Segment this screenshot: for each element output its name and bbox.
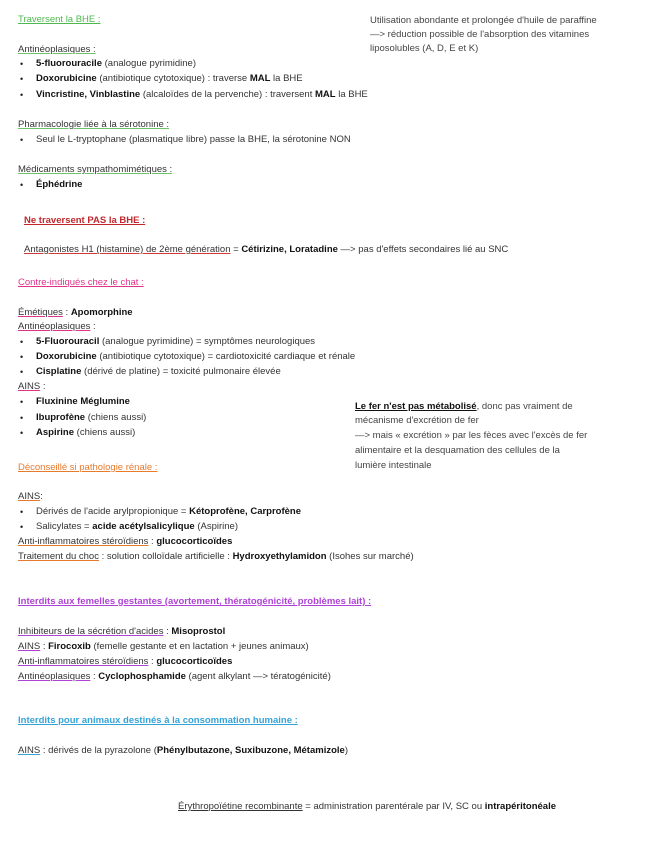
list-item: • Fluxinine Méglumine [20, 396, 130, 407]
iron-note-line: lumière intestinale [355, 460, 432, 471]
serotonin-label: Pharmacologie liée à la sérotonine : [18, 119, 170, 130]
ains-label: AINS : [18, 381, 46, 392]
no-bhe-line: Antagonistes H1 (histamine) de 2ème génération = Cétirizine, Loratadine —> pas d'effets secondaires lié au SNC [24, 244, 509, 255]
list-item: • 5-Fluorouracil (analogue pyrimidine) = symptômes neurologiques [20, 336, 316, 347]
section-title-pregnant: Interdits aux femelles gestantes (avortement, thératogénicité, problèmes lait) : [18, 596, 372, 607]
list-item: • Salicylates = acide acétylsalicylique (Aspirine) [20, 521, 238, 532]
list-item: • Aspirine (chiens aussi) [20, 427, 136, 438]
iron-note-line: —> mais « excrétion » par les fèces avec l'excès de fer [355, 430, 588, 441]
list-item: • Vincristine, Vinblastine (alcaloïdes de la pervenche) : traversent MAL la BHE [20, 89, 368, 100]
section-title-bhe: Traversent la BHE : [18, 14, 101, 25]
emetiques-line: Émétiques : Apomorphine [18, 307, 133, 318]
section-title-food: Interdits pour animaux destinés à la consommation humaine : [18, 715, 298, 726]
list-item: • Dérivés de l'acide arylpropionique = Kétoprofène, Carprofène [20, 506, 302, 517]
paraffin-note-line: Utilisation abondante et prolongée d'huile de paraffine [370, 15, 597, 26]
list-item: • Doxorubicine (antibiotique cytotoxique) : traverse MAL la BHE [20, 73, 303, 84]
list-item: • Seul le L-tryptophane (plasmatique libre) passe la BHE, la sérotonine NON [20, 134, 351, 145]
pregnant-row: Anti-inflammatoires stéroïdiens : glucocorticoïdes [18, 656, 233, 667]
epo-line: Érythropoïétine recombinante = administration parentérale par IV, SC ou intrapéritonéale [178, 801, 557, 812]
antineo-label: Antinéoplasiques : [18, 321, 96, 332]
antineo-label: Antinéoplasiques : [18, 44, 96, 55]
paraffin-note-line: liposolubles (A, D, E et K) [370, 43, 479, 54]
list-item: • Cisplatine (dérivé de platine) = toxicité pulmonaire élevée [20, 366, 281, 377]
section-title-no-bhe: Ne traversent PAS la BHE : [24, 215, 146, 226]
pregnant-row: AINS : Firocoxib (femelle gestante et en lactation + jeunes animaux) [18, 641, 309, 652]
list-item: • Ibuprofène (chiens aussi) [20, 412, 147, 423]
pregnant-row: Antinéoplasiques : Cyclophosphamide (agent alkylant —> tératogénicité) [18, 671, 331, 682]
iron-note-line: mécanisme d'excrétion de fer [355, 415, 479, 426]
iron-note-line: Le fer n'est pas métabolisé, donc pas vraiment de [355, 401, 573, 412]
ains-steroid-line: Anti-inflammatoires stéroïdiens : glucocorticoïdes [18, 536, 233, 547]
pregnant-row: Inhibiteurs de la sécrétion d'acides : Misoprostol [18, 626, 226, 637]
paraffin-note-line: —> réduction possible de l'absorption des vitamines [370, 29, 590, 40]
food-line: AINS : dérivés de la pyrazolone (Phénylbutazone, Suxibuzone, Métamizole) [18, 745, 348, 756]
section-title-renal: Déconseillé si pathologie rénale : [18, 462, 158, 473]
section-title-cat: Contre-indiqués chez le chat : [18, 277, 144, 288]
sympatho-label: Médicaments sympathomimétiques : [18, 164, 173, 175]
list-item: • 5-fluorouracile (analogue pyrimidine) [20, 58, 196, 69]
ains-label: AINS: [18, 491, 43, 502]
list-item: • Éphédrine [20, 179, 83, 190]
shock-line: Traitement du choc : solution colloïdale artificielle : Hydroxyethylamidon (Isohes sur marché) [18, 551, 414, 562]
list-item: • Doxorubicine (antibiotique cytotoxique) = cardiotoxicité cardiaque et rénale [20, 351, 356, 362]
iron-note-line: alimentaire et la desquamation des cellules de la [355, 445, 560, 456]
